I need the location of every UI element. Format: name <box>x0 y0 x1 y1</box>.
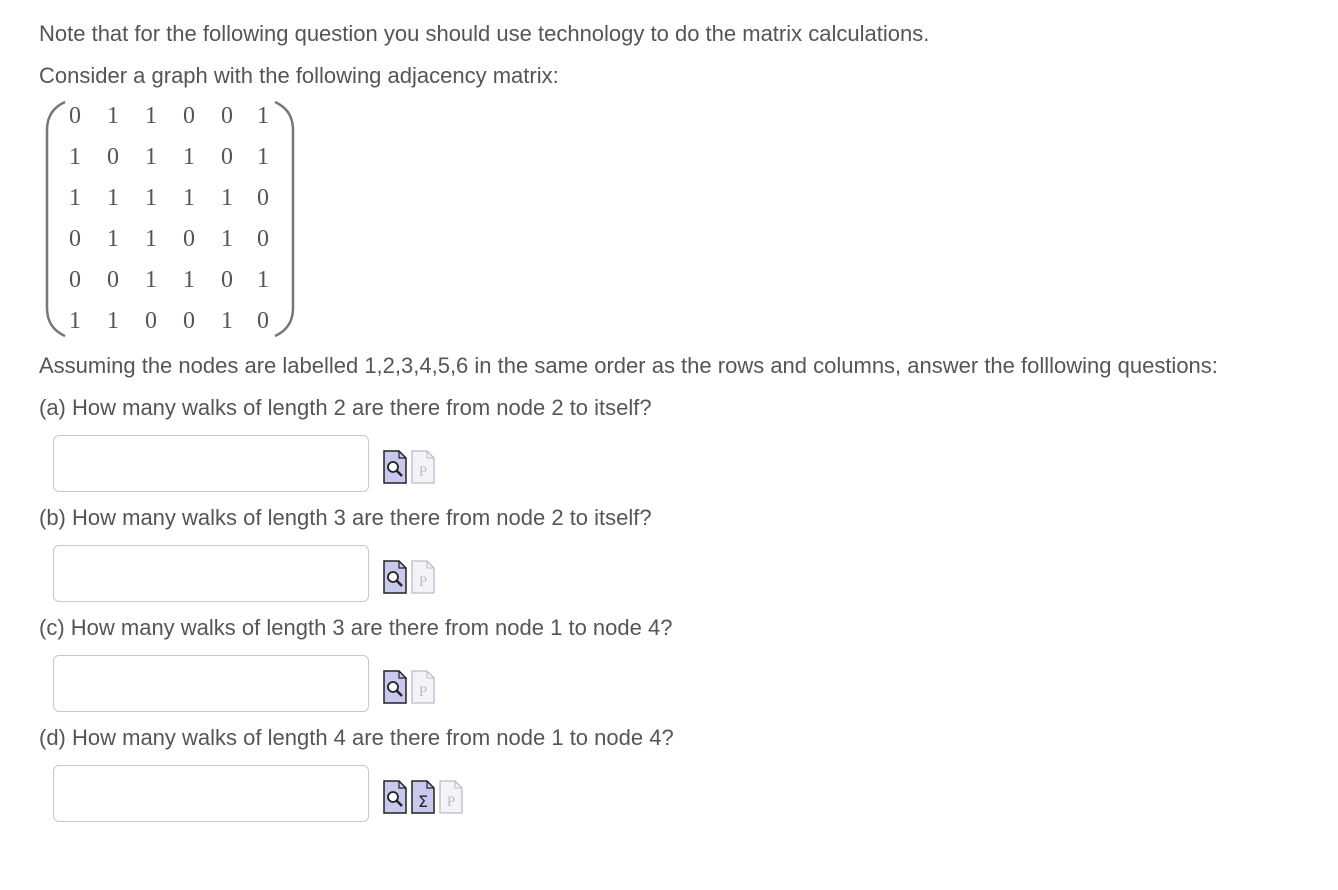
answer-b-input[interactable] <box>53 545 369 602</box>
matrix-cell: 0 <box>107 144 119 170</box>
matrix-cell: 0 <box>145 308 157 334</box>
matrix-cell: 1 <box>257 267 269 293</box>
matrix-cell: 1 <box>145 144 157 170</box>
answer-d-tools <box>383 780 463 814</box>
matrix-cell: 1 <box>107 226 119 252</box>
preview-icon[interactable] <box>383 670 407 704</box>
matrix-cell: 1 <box>107 103 119 129</box>
matrix-cell: 0 <box>183 308 195 334</box>
matrix-cell: 1 <box>183 185 195 211</box>
svg-text:P: P <box>418 684 428 700</box>
matrix-cell: 0 <box>183 226 195 252</box>
p-icon[interactable] <box>411 450 435 484</box>
left-paren <box>45 100 67 338</box>
answer-a-input[interactable] <box>53 435 369 492</box>
matrix-cell: 1 <box>145 185 157 211</box>
answer-c-tools <box>383 670 435 704</box>
adjacency-matrix <box>45 100 295 338</box>
matrix-cell: 1 <box>69 144 81 170</box>
p-icon[interactable] <box>411 560 435 594</box>
matrix-cell: 1 <box>145 267 157 293</box>
svg-text:Σ: Σ <box>417 792 429 811</box>
matrix-cell: 1 <box>221 185 233 211</box>
svg-text:P: P <box>418 574 428 590</box>
svg-text:P: P <box>418 464 428 480</box>
matrix-cell: 0 <box>221 103 233 129</box>
matrix-cell: 0 <box>69 267 81 293</box>
matrix-cell: 1 <box>107 185 119 211</box>
question-b-text: (b) How many walks of length 3 are there from node 2 to itself? <box>39 505 652 530</box>
preview-icon[interactable] <box>383 780 407 814</box>
preview-icon[interactable] <box>383 560 407 594</box>
p-icon[interactable] <box>411 670 435 704</box>
intro-text: Note that for the following question you should use technology to do the matrix calculations. <box>39 21 930 46</box>
matrix-cell: 1 <box>69 308 81 334</box>
matrix-cell: 0 <box>183 103 195 129</box>
matrix-intro-text: Consider a graph with the following adjacency matrix: <box>39 63 559 88</box>
svg-text:P: P <box>446 794 456 810</box>
matrix-cell: 1 <box>257 103 269 129</box>
matrix-cell: 0 <box>221 144 233 170</box>
sigma-icon[interactable] <box>411 780 435 814</box>
matrix-cell: 0 <box>257 308 269 334</box>
matrix-cell: 1 <box>69 185 81 211</box>
matrix-cell: 1 <box>257 144 269 170</box>
matrix-cell: 0 <box>69 103 81 129</box>
matrix-cell: 1 <box>183 267 195 293</box>
matrix-cell: 0 <box>257 226 269 252</box>
matrix-cell: 1 <box>221 308 233 334</box>
preview-icon[interactable] <box>383 450 407 484</box>
answer-b-tools <box>383 560 435 594</box>
matrix-cell: 0 <box>107 267 119 293</box>
matrix-cell: 1 <box>145 103 157 129</box>
matrix-cell: 0 <box>221 267 233 293</box>
question-d-text: (d) How many walks of length 4 are there from node 1 to node 4? <box>39 725 674 750</box>
matrix-cell: 1 <box>183 144 195 170</box>
question-c-text: (c) How many walks of length 3 are there from node 1 to node 4? <box>39 615 673 640</box>
matrix-cell: 0 <box>257 185 269 211</box>
p-icon[interactable] <box>439 780 463 814</box>
answer-c-input[interactable] <box>53 655 369 712</box>
right-paren <box>273 100 295 338</box>
matrix-cell: 1 <box>145 226 157 252</box>
matrix-cell: 1 <box>107 308 119 334</box>
matrix-cell: 0 <box>69 226 81 252</box>
answer-a-tools <box>383 450 435 484</box>
matrix-cell: 1 <box>221 226 233 252</box>
answer-d-input[interactable] <box>53 765 369 822</box>
assumption-text: Assuming the nodes are labelled 1,2,3,4,5,6 in the same order as the rows and columns, answer the folllowing questions: <box>39 353 1218 378</box>
question-a-text: (a) How many walks of length 2 are there from node 2 to itself? <box>39 395 652 420</box>
